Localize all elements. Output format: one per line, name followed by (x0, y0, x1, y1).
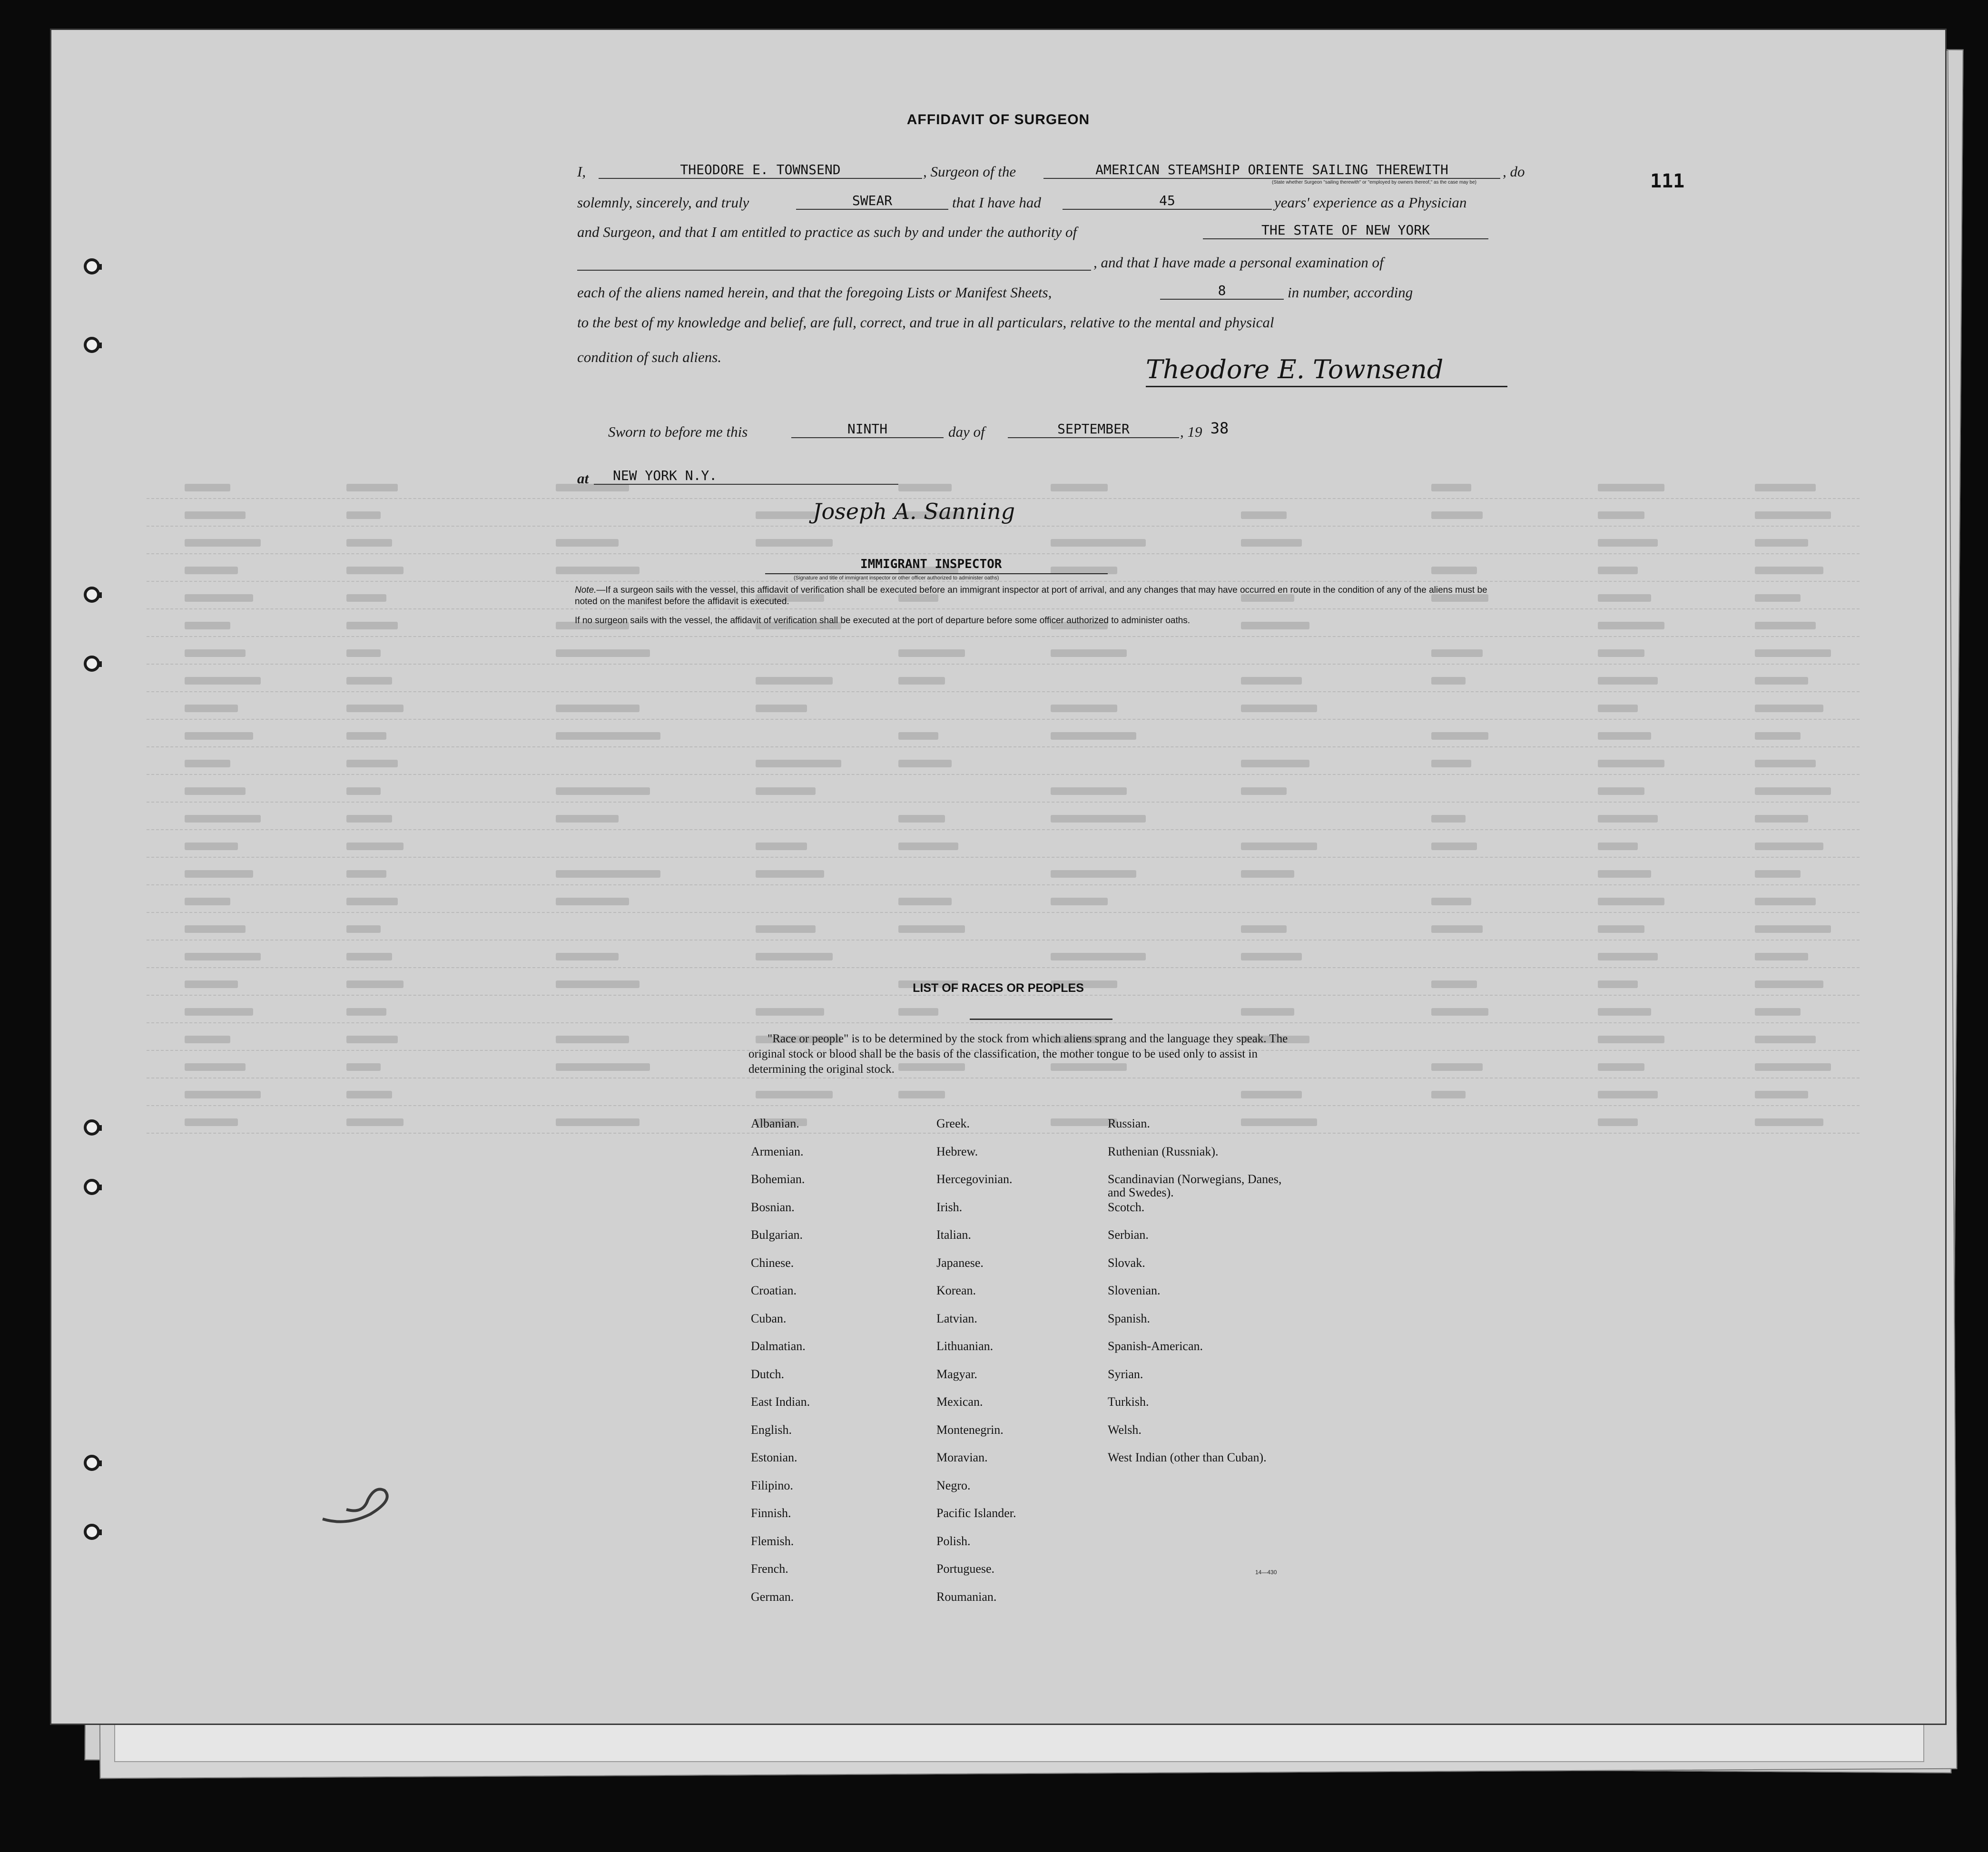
signature-line (1146, 386, 1507, 387)
ghost-segment (1431, 1063, 1483, 1071)
ghost-row (147, 477, 1860, 499)
ghost-segment (1598, 705, 1638, 712)
ghost-segment (1598, 1036, 1664, 1043)
ghost-segment (1598, 1008, 1651, 1016)
line5-suffix: in number, according (1288, 284, 1413, 301)
ghost-segment (1755, 1063, 1831, 1071)
race-entry: Russian. (1108, 1117, 1150, 1130)
ghost-segment (185, 760, 230, 767)
ghost-segment (756, 843, 807, 850)
line4-suffix: , and that I have made a personal examination of (1093, 254, 1384, 271)
ghost-segment (346, 705, 404, 712)
ghost-segment (1755, 484, 1816, 491)
ghost-segment (1241, 787, 1287, 795)
sworn-place: NEW YORK N.Y. (594, 468, 898, 485)
ghost-row (147, 891, 1860, 913)
ghost-segment (1431, 649, 1483, 657)
ghost-segment (1755, 1091, 1808, 1098)
ghost-segment (756, 539, 833, 547)
ghost-segment (1051, 484, 1108, 491)
ghost-segment (1755, 539, 1808, 547)
race-entry: Greek. (936, 1117, 970, 1130)
ghost-segment (346, 898, 398, 905)
ghost-segment (1598, 1118, 1638, 1126)
ghost-segment (556, 870, 660, 878)
ghost-segment (1431, 898, 1471, 905)
ghost-segment (1598, 649, 1644, 657)
punch-hole (84, 337, 100, 353)
ghost-row (147, 532, 1860, 554)
ghost-segment (556, 815, 619, 823)
ghost-segment (756, 870, 824, 878)
ghost-segment (1598, 511, 1644, 519)
note-text-2: If no surgeon sails with the vessel, the affidavit of verification shall be executed at the port of departure before some officer authorized to administer oaths. (575, 616, 1191, 626)
ghost-segment (185, 925, 246, 933)
ghost-segment (1598, 870, 1651, 878)
ghost-segment (1241, 843, 1317, 850)
punch-hole (84, 1119, 100, 1136)
ghost-segment (1241, 511, 1287, 519)
ghost-segment (556, 732, 660, 740)
ghost-segment (1241, 1118, 1317, 1126)
race-entry: Roumanian. (936, 1589, 997, 1604)
punch-hole (84, 587, 100, 603)
ghost-row (147, 643, 1860, 665)
race-entry: Serbian. (1108, 1228, 1149, 1242)
ghost-segment (346, 511, 381, 519)
race-entry: Pacific Islander. (936, 1506, 1016, 1520)
race-entry: Moravian. (936, 1450, 988, 1464)
ghost-segment (346, 1118, 404, 1126)
ghost-segment (756, 787, 816, 795)
race-entry: Scotch. (1108, 1200, 1145, 1214)
race-entry: French. (751, 1562, 788, 1576)
ghost-segment (1051, 953, 1146, 960)
ghost-segment (185, 870, 253, 878)
ghost-segment (1755, 925, 1831, 933)
ghost-segment (185, 1036, 230, 1043)
ghost-segment (346, 760, 398, 767)
race-entry: Filipino. (751, 1478, 793, 1492)
ghost-row (147, 946, 1860, 968)
ghost-segment (346, 925, 381, 933)
race-entry: Albanian. (751, 1117, 799, 1130)
ghost-segment (1051, 705, 1117, 712)
ghost-segment (1755, 567, 1823, 574)
ghost-segment (756, 677, 833, 685)
line2-mid: that I have had (952, 194, 1041, 211)
ghost-segment (185, 539, 261, 547)
race-entry: Syrian. (1108, 1367, 1143, 1381)
ghost-segment (1241, 705, 1317, 712)
ghost-segment (346, 787, 381, 795)
ghost-segment (898, 732, 938, 740)
ghost-segment (346, 622, 398, 629)
ghost-segment (1755, 870, 1801, 878)
sworn-month: SEPTEMBER (1008, 421, 1179, 438)
ghost-segment (898, 898, 952, 905)
line2-prefix: solemnly, sincerely, and truly (577, 194, 749, 211)
ghost-segment (346, 1008, 386, 1016)
race-entry: Cuban. (751, 1311, 787, 1325)
ghost-segment (556, 953, 619, 960)
ghost-segment (1241, 677, 1302, 685)
ghost-segment (898, 760, 952, 767)
ghost-segment (556, 567, 640, 574)
race-entry: Magyar. (936, 1367, 977, 1381)
ghost-segment (346, 649, 381, 657)
ghost-segment (346, 567, 404, 574)
punch-hole (84, 258, 100, 274)
ghost-row (147, 781, 1860, 803)
race-entry: Armenian. (751, 1144, 804, 1158)
race-entry: Spanish. (1108, 1311, 1150, 1325)
ghost-row (147, 1084, 1860, 1106)
ghost-segment (1755, 1118, 1823, 1126)
race-entry: Negro. (936, 1478, 971, 1492)
race-entry: Estonian. (751, 1450, 797, 1464)
race-entry: Montenegrin. (936, 1422, 1004, 1437)
ghost-segment (185, 705, 238, 712)
ghost-segment (346, 953, 392, 960)
ghost-segment (1051, 787, 1127, 795)
ghost-segment (1755, 1008, 1801, 1016)
line1-suffix: , do (1503, 163, 1525, 180)
line7: condition of such aliens. (577, 349, 722, 365)
line5-prefix: each of the aliens named herein, and that the foregoing Lists or Manifest Sheets, (577, 284, 1052, 301)
ghost-segment (1755, 898, 1816, 905)
ghost-row (147, 753, 1860, 775)
race-entry: Polish. (936, 1534, 971, 1548)
race-entry: Finnish. (751, 1506, 791, 1520)
ghost-segment (346, 843, 404, 850)
race-entry: Chinese. (751, 1255, 794, 1270)
ghost-segment (1755, 732, 1801, 740)
race-entry: Lithuanian. (936, 1339, 994, 1353)
ghost-segment (756, 511, 816, 519)
race-entry: Hebrew. (936, 1144, 978, 1158)
ghost-segment (1598, 925, 1644, 933)
ghost-segment (346, 1091, 392, 1098)
oath-word: SWEAR (796, 193, 948, 210)
ghost-segment (898, 1091, 945, 1098)
ghost-segment (1241, 953, 1302, 960)
ghost-segment (1241, 1091, 1302, 1098)
race-entry: Slovak. (1108, 1255, 1145, 1270)
inspector-title: IMMIGRANT INSPECTOR (860, 557, 1002, 571)
ghost-segment (1598, 732, 1651, 740)
ghost-segment (1598, 1063, 1644, 1071)
race-entry: Latvian. (936, 1311, 977, 1325)
race-entry: Korean. (936, 1284, 976, 1297)
race-entry: Ruthenian (Russniak). (1108, 1144, 1219, 1158)
sheet-count: 8 (1160, 283, 1284, 300)
ghost-row (147, 808, 1860, 830)
ghost-segment (756, 1008, 824, 1016)
ghost-row (147, 698, 1860, 720)
years-experience: 45 (1063, 193, 1272, 210)
ghost-segment (1598, 760, 1664, 767)
inspector-line (765, 573, 1108, 574)
ghost-segment (1598, 1091, 1658, 1098)
ghost-segment (185, 484, 230, 491)
ghost-segment (1241, 760, 1309, 767)
race-entry: Croatian. (751, 1284, 797, 1297)
race-entry: Irish. (936, 1200, 963, 1214)
ghost-segment (185, 787, 246, 795)
ghost-segment (346, 870, 386, 878)
ghost-segment (346, 484, 398, 491)
ghost-segment (1051, 732, 1136, 740)
ghost-segment (346, 815, 392, 823)
ghost-row (147, 836, 1860, 858)
note-label: Note. (575, 585, 597, 595)
ghost-segment (556, 1036, 629, 1043)
ghost-segment (898, 925, 965, 933)
ghost-segment (1598, 843, 1638, 850)
ghost-segment (1051, 898, 1108, 905)
ghost-segment (1431, 677, 1466, 685)
ghost-segment (1241, 1008, 1294, 1016)
ghost-segment (185, 1118, 238, 1126)
ghost-segment (1755, 594, 1801, 602)
ghost-segment (1598, 953, 1658, 960)
ghost-segment (1598, 677, 1658, 685)
ghost-segment (1755, 843, 1823, 850)
ink-smudge (318, 1481, 404, 1533)
ghost-segment (756, 953, 833, 960)
ghost-segment (1431, 1008, 1488, 1016)
ghost-segment (1755, 815, 1808, 823)
ghost-segment (185, 649, 246, 657)
affidavit-title: AFFIDAVIT OF SURGEON (906, 112, 1090, 127)
ghost-segment (185, 1008, 253, 1016)
ghost-segment (556, 484, 629, 491)
race-entry: Bohemian. (751, 1172, 805, 1186)
surgeon-name: THEODORE E. TOWNSEND (599, 162, 922, 179)
ghost-segment (1051, 870, 1136, 878)
race-entry: Portuguese. (936, 1562, 995, 1576)
race-entry: Italian. (936, 1228, 971, 1242)
ghost-segment (346, 539, 392, 547)
line2-suffix: years' experience as a Physician (1274, 194, 1467, 211)
ghost-segment (185, 1091, 261, 1098)
ghost-segment (1051, 649, 1127, 657)
vessel-note: (State whether Surgeon "sailing therewith" or "employed by owners thereof," as the case may be) (1272, 180, 1476, 185)
race-entry: Dutch. (751, 1367, 785, 1381)
race-entry: Mexican. (936, 1395, 983, 1409)
ghost-segment (898, 815, 945, 823)
ghost-segment (185, 898, 230, 905)
vessel-name: AMERICAN STEAMSHIP ORIENTE SAILING THEREWITH (1043, 162, 1500, 179)
ghost-segment (1431, 511, 1483, 519)
races-intro: "Race or people" is to be determined by the stock from which aliens sprang and the language they speak. The original stock or blood shall be the basis of the classification, the mother tongue to be used only to assist in determining the original stock. (748, 1032, 1288, 1076)
ghost-segment (185, 511, 246, 519)
race-entry: Bosnian. (751, 1200, 795, 1214)
ghost-row (147, 1112, 1860, 1134)
ghost-segment (756, 760, 841, 767)
race-entry: East Indian. (751, 1395, 810, 1409)
ghost-segment (1598, 539, 1658, 547)
ghost-segment (898, 677, 945, 685)
ghost-segment (1241, 925, 1287, 933)
ghost-segment (346, 677, 392, 685)
ghost-segment (756, 705, 807, 712)
ghost-segment (1598, 594, 1651, 602)
race-entry: Scandinavian (Norwegians, Danes, and Swedes). (1108, 1172, 1282, 1199)
line1-prefix: I, (577, 163, 586, 180)
ghost-segment (1051, 815, 1146, 823)
ghost-segment (1755, 705, 1823, 712)
ghost-segment (898, 843, 958, 850)
inspector-signature: Joseph A. Sanning (813, 499, 1015, 524)
ghost-segment (556, 539, 619, 547)
ghost-segment (556, 649, 650, 657)
page-number: 111 (1650, 170, 1685, 192)
ghost-row (147, 725, 1860, 747)
race-entry: Slovenian. (1108, 1284, 1161, 1297)
races-rule (970, 1019, 1112, 1020)
races-title: LIST OF RACES OR PEOPLES (913, 981, 1084, 995)
ghost-segment (1241, 870, 1294, 878)
ghost-segment (1755, 511, 1831, 519)
punch-hole (84, 1524, 100, 1540)
ghost-segment (185, 732, 253, 740)
ghost-segment (898, 1008, 938, 1016)
authority: THE STATE OF NEW YORK (1203, 222, 1488, 239)
race-entry: Flemish. (751, 1534, 794, 1548)
ghost-segment (1431, 1091, 1466, 1098)
ghost-segment (1598, 898, 1664, 905)
ghost-row (147, 560, 1860, 582)
ghost-segment (556, 898, 629, 905)
ghost-segment (185, 815, 261, 823)
race-entry: Hercegovinian. (936, 1172, 1013, 1186)
ghost-segment (185, 843, 238, 850)
ghost-segment (346, 1036, 398, 1043)
blank-line (577, 254, 1091, 271)
ghost-segment (1431, 484, 1471, 491)
ghost-segment (1051, 1118, 1117, 1126)
race-entry: Turkish. (1108, 1395, 1149, 1409)
race-entry: German. (751, 1589, 794, 1604)
race-entry: West Indian (other than Cuban). (1108, 1450, 1267, 1464)
ghost-segment (1431, 732, 1488, 740)
ghost-segment (346, 1063, 381, 1071)
ghost-segment (1598, 815, 1658, 823)
ghost-segment (1755, 677, 1808, 685)
ghost-row (147, 863, 1860, 885)
ghost-segment (346, 594, 386, 602)
punch-hole (84, 656, 100, 672)
sworn-mid: day of (948, 423, 985, 440)
year-prefix: , 19 (1180, 423, 1202, 440)
ghost-segment (556, 1063, 650, 1071)
sworn-day: NINTH (791, 421, 944, 438)
ghost-segment (1755, 953, 1808, 960)
ghost-segment (756, 925, 816, 933)
ghost-segment (1241, 539, 1302, 547)
ghost-segment (1431, 567, 1477, 574)
form-number: 14—430 (1255, 1569, 1277, 1576)
ghost-segment (1051, 539, 1146, 547)
ghost-segment (1755, 1036, 1816, 1043)
race-entry: Japanese. (936, 1255, 984, 1270)
ghost-segment (185, 953, 261, 960)
ghost-segment (556, 705, 640, 712)
surgeon-signature: Theodore E. Townsend (1146, 354, 1444, 384)
ghost-segment (556, 1118, 640, 1126)
ghost-segment (185, 1063, 246, 1071)
ghost-segment (1598, 787, 1644, 795)
ghost-segment (1598, 567, 1638, 574)
race-entry: Bulgarian. (751, 1228, 803, 1242)
ghost-segment (185, 622, 230, 629)
ghost-segment (1755, 760, 1816, 767)
ghost-segment (185, 677, 261, 685)
punch-hole (84, 1455, 100, 1471)
ghost-row (147, 670, 1860, 692)
line1-mid: , Surgeon of the (923, 163, 1016, 180)
sworn-year: 38 (1210, 419, 1229, 437)
ghost-row (147, 1001, 1860, 1023)
ghost-segment (346, 732, 386, 740)
line6: to the best of my knowledge and belief, are full, correct, and true in all particulars, relative to the mental and physical (577, 314, 1274, 331)
ghost-segment (1431, 925, 1483, 933)
race-entry: Dalmatian. (751, 1339, 806, 1353)
ghost-segment (1598, 484, 1664, 491)
ghost-segment (1598, 622, 1664, 629)
ghost-segment (1755, 622, 1816, 629)
ghost-segment (756, 1091, 833, 1098)
at-label: at (577, 470, 589, 487)
line3-prefix: and Surgeon, and that I am entitled to practice as such by and under the authority of (577, 224, 1077, 240)
ghost-row (147, 919, 1860, 941)
ghost-segment (1431, 760, 1471, 767)
ghost-segment (1755, 649, 1831, 657)
ghost-segment (556, 787, 650, 795)
ghost-segment (1431, 843, 1477, 850)
sworn-prefix: Sworn to before me this (608, 423, 748, 440)
ghost-segment (898, 484, 952, 491)
race-entry: English. (751, 1422, 792, 1437)
ghost-segment (185, 567, 238, 574)
note-paragraph (575, 585, 1493, 608)
ghost-segment (185, 594, 253, 602)
ghost-segment (898, 649, 965, 657)
ghost-segment (1755, 787, 1831, 795)
note-text-1: —If a surgeon sails with the vessel, this affidavit of verification shall be executed before an immigrant inspector at port of arrival, and any changes that may have occurred en route in the condition of any of the aliens must be noted on the manifest before the affidavit is executed. (575, 585, 1487, 607)
race-entry: Spanish-American. (1108, 1339, 1203, 1353)
ghost-segment (1431, 815, 1466, 823)
inspector-caption: (Signature and title of immigrant inspector or other officer authorized to administer oaths) (794, 575, 999, 581)
punch-hole (84, 1179, 100, 1195)
manifest-page (50, 29, 1947, 1725)
race-entry: Welsh. (1108, 1422, 1142, 1437)
